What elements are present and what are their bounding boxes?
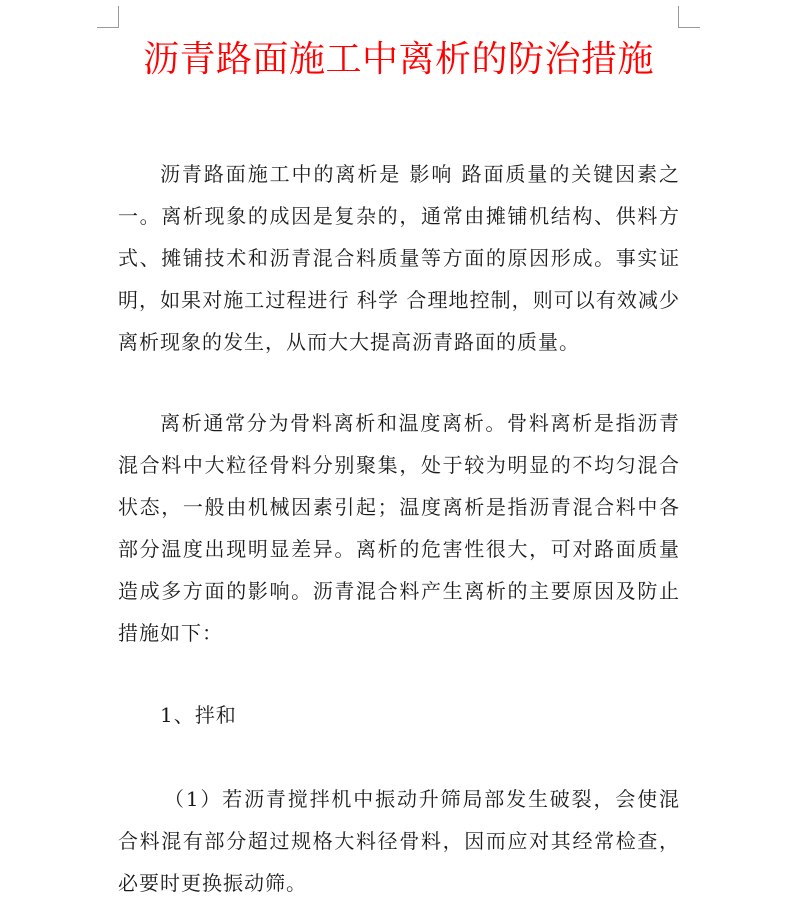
paragraph-intro: 沥青路面施工中的离析是 影响 路面质量的关键因素之一。离析现象的成因是复杂的，通常由摊铺机结构、供料方式、摊铺技术和沥青混合料质量等方面的原因形成。事实证明，如果对施工过程进行 科学 合理地控制，则可以有效减少离析现象的发生，从而大大提高沥青路面的质量。 xyxy=(118,162,680,354)
section-heading-mixing: 1、拌和 xyxy=(160,703,237,727)
paragraph-segregation-types: 离析通常分为骨料离析和温度离析。骨料离析是指沥青混合料中大粒径骨料分别聚集，处于较为明显的不均匀混合状态，一般由机械因素引起；温度离析是指沥青混合料中各部分温度出现明显差异。离析的危害性很大，可对路面质量造成多方面的影响。沥青混合料产生离析的主要原因及防止措施如下： xyxy=(118,411,680,645)
paragraph-mixing-item-1: （1）若沥青搅拌机中振动升筛局部发生破裂，会使混合料混有部分超过规格大料径骨料，因而应对其经常检查，必要时更换振动筛。 xyxy=(118,787,680,895)
margin-corner-mark-top-right xyxy=(678,6,700,28)
margin-corner-mark-top-left xyxy=(97,6,119,28)
document-title: 沥青路面施工中离析的防治措施 xyxy=(142,39,654,80)
